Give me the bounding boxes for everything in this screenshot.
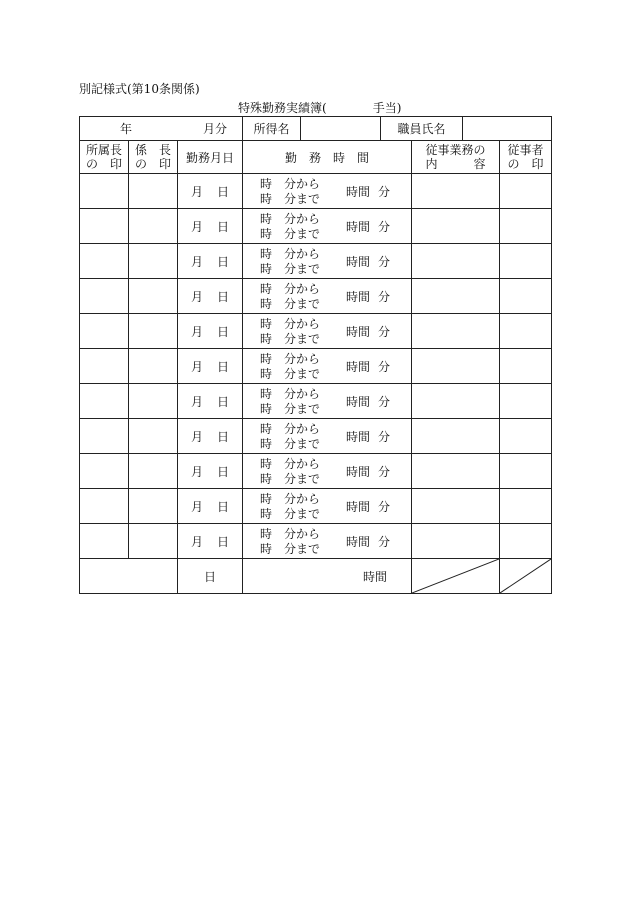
- column-header-row: [80, 141, 552, 174]
- day-unit: 日: [217, 254, 230, 269]
- work-time-cell[interactable]: [243, 454, 412, 489]
- work-time-cell[interactable]: [243, 209, 412, 244]
- minutes-unit: 分: [378, 500, 391, 514]
- hour-unit: 時: [260, 247, 273, 261]
- hour-unit: 時: [260, 192, 273, 206]
- minutes-unit: 分: [378, 465, 391, 479]
- total-seal-cell[interactable]: [80, 559, 178, 594]
- month-unit: 月: [190, 464, 203, 479]
- duty-content-cell[interactable]: [412, 314, 500, 349]
- staff-seal-cell[interactable]: [129, 349, 178, 384]
- work-time-cell[interactable]: [243, 524, 412, 559]
- total-row: [80, 559, 552, 594]
- table-row: [80, 489, 552, 524]
- to-unit: 分まで: [284, 437, 321, 451]
- work-date-cell[interactable]: [178, 174, 243, 209]
- work-time-cell[interactable]: [243, 244, 412, 279]
- hours-unit: 時間: [346, 360, 371, 374]
- worker-seal-cell[interactable]: [500, 349, 552, 384]
- from-unit: 分から: [284, 527, 321, 541]
- table-row: [80, 524, 552, 559]
- duty-content-cell[interactable]: [412, 209, 500, 244]
- work-time-cell[interactable]: [243, 489, 412, 524]
- from-unit: 分から: [284, 352, 321, 366]
- work-time-cell[interactable]: [243, 279, 412, 314]
- duty-content-cell[interactable]: [412, 489, 500, 524]
- hours-unit: 時間: [346, 500, 371, 514]
- form-label: 別記様式(第10条関係): [79, 82, 200, 96]
- staff-seal-cell[interactable]: [129, 279, 178, 314]
- worker-seal-cell[interactable]: [500, 244, 552, 279]
- worker-seal-cell[interactable]: [500, 314, 552, 349]
- work-date-cell[interactable]: [178, 314, 243, 349]
- hour-unit: 時: [260, 472, 273, 486]
- year-month-cell[interactable]: [80, 117, 243, 141]
- from-unit: 分から: [284, 247, 321, 261]
- hour-unit: 時: [260, 332, 273, 346]
- worker-seal-cell[interactable]: [500, 524, 552, 559]
- hour-unit: 時: [260, 507, 273, 521]
- day-unit: 日: [217, 534, 230, 549]
- total-hours: 時間: [243, 559, 412, 594]
- header-table: [79, 116, 552, 141]
- hour-unit: 時: [260, 282, 273, 296]
- hour-unit: 時: [260, 297, 273, 311]
- work-date-cell[interactable]: [178, 244, 243, 279]
- month-unit: 月: [190, 534, 203, 549]
- day-unit: 日: [217, 464, 230, 479]
- day-unit: 日: [217, 219, 230, 234]
- office-field[interactable]: [301, 117, 381, 141]
- worker-seal-cell[interactable]: [500, 419, 552, 454]
- table-row: [80, 174, 552, 209]
- total-seal-crossed: [500, 559, 552, 594]
- chief-seal-header: 所属長 の 印: [80, 141, 129, 174]
- hour-unit: 時: [260, 437, 273, 451]
- month-unit: 月: [190, 184, 203, 199]
- to-unit: 分まで: [284, 507, 321, 521]
- work-date-cell[interactable]: [178, 349, 243, 384]
- work-date-header: 勤務月日: [178, 141, 243, 174]
- total-days: 日: [178, 559, 243, 594]
- work-time-cell[interactable]: [243, 174, 412, 209]
- from-unit: 分から: [284, 387, 321, 401]
- chief-seal-cell[interactable]: [80, 419, 129, 454]
- chief-seal-cell[interactable]: [80, 384, 129, 419]
- month-unit: 月: [190, 254, 203, 269]
- table-row: [80, 454, 552, 489]
- chief-seal-cell[interactable]: [80, 454, 129, 489]
- work-date-cell[interactable]: [178, 524, 243, 559]
- hours-unit: 時間: [346, 465, 371, 479]
- hour-unit: 時: [260, 227, 273, 241]
- minutes-unit: 分: [378, 430, 391, 444]
- to-unit: 分まで: [284, 472, 321, 486]
- minutes-unit: 分: [378, 185, 391, 199]
- staff-seal-cell[interactable]: [129, 314, 178, 349]
- minutes-unit: 分: [378, 220, 391, 234]
- work-time-cell[interactable]: [243, 384, 412, 419]
- duty-content-cell[interactable]: [412, 384, 500, 419]
- table-row: [80, 209, 552, 244]
- table-row: [80, 244, 552, 279]
- hour-unit: 時: [260, 367, 273, 381]
- to-unit: 分まで: [284, 262, 321, 276]
- day-unit: 日: [217, 184, 230, 199]
- day-unit: 日: [217, 499, 230, 514]
- office-label: 所得名: [243, 117, 301, 141]
- day-unit: 日: [217, 289, 230, 304]
- duty-content-cell[interactable]: [412, 419, 500, 454]
- chief-seal-cell[interactable]: [80, 244, 129, 279]
- hour-unit: 時: [260, 492, 273, 506]
- to-unit: 分まで: [284, 332, 321, 346]
- month-unit: 月: [190, 324, 203, 339]
- table-row: [80, 384, 552, 419]
- table-row: [80, 419, 552, 454]
- work-time-cell[interactable]: [243, 419, 412, 454]
- staff-seal-cell[interactable]: [129, 174, 178, 209]
- minutes-unit: 分: [378, 290, 391, 304]
- worker-seal-cell[interactable]: [500, 384, 552, 419]
- hours-unit: 時間: [346, 255, 371, 269]
- minutes-unit: 分: [378, 325, 391, 339]
- total-duty-crossed: [412, 559, 500, 594]
- duty-content-header: 従事業務の 内 容: [412, 141, 500, 174]
- minutes-unit: 分: [378, 255, 391, 269]
- month-unit: 月: [190, 359, 203, 374]
- worker-seal-cell[interactable]: [500, 209, 552, 244]
- month-unit: 月: [190, 394, 203, 409]
- chief-seal-cell[interactable]: [80, 314, 129, 349]
- title-prefix: 特殊勤務実績簿(: [238, 101, 327, 115]
- work-time-cell[interactable]: [243, 314, 412, 349]
- staff-name-label: 職員氏名: [381, 117, 463, 141]
- hours-unit: 時間: [346, 185, 371, 199]
- hour-unit: 時: [260, 422, 273, 436]
- from-unit: 分から: [284, 212, 321, 226]
- chief-seal-cell[interactable]: [80, 209, 129, 244]
- hours-unit: 時間: [346, 430, 371, 444]
- hour-unit: 時: [260, 317, 273, 331]
- table-row: [80, 314, 552, 349]
- work-date-cell[interactable]: [178, 419, 243, 454]
- duty-content-cell[interactable]: [412, 349, 500, 384]
- from-unit: 分から: [284, 457, 321, 471]
- chief-seal-cell[interactable]: [80, 524, 129, 559]
- month-unit: 月: [190, 219, 203, 234]
- staff-seal-cell[interactable]: [129, 454, 178, 489]
- staff-seal-header: 係 長 の 印: [129, 141, 178, 174]
- worker-seal-cell[interactable]: [500, 454, 552, 489]
- staff-seal-cell[interactable]: [129, 244, 178, 279]
- staff-seal-cell[interactable]: [129, 384, 178, 419]
- duty-content-cell[interactable]: [412, 279, 500, 314]
- duty-content-cell[interactable]: [412, 244, 500, 279]
- worker-seal-header: 従事者 の 印: [500, 141, 552, 174]
- minutes-unit: 分: [378, 395, 391, 409]
- work-time-header: 勤 務 時 間: [243, 141, 412, 174]
- chief-seal-cell[interactable]: [80, 489, 129, 524]
- chief-seal-cell[interactable]: [80, 279, 129, 314]
- hours-unit: 時間: [346, 220, 371, 234]
- month-unit: 月: [190, 429, 203, 444]
- chief-seal-cell[interactable]: [80, 174, 129, 209]
- to-unit: 分まで: [284, 402, 321, 416]
- record-table: [79, 140, 552, 594]
- document-title: [238, 99, 401, 116]
- month-unit: 月: [190, 289, 203, 304]
- day-unit: 日: [217, 359, 230, 374]
- day-unit: 日: [217, 324, 230, 339]
- minutes-unit: 分: [378, 360, 391, 374]
- day-unit: 日: [217, 394, 230, 409]
- to-unit: 分まで: [284, 192, 321, 206]
- from-unit: 分から: [284, 177, 321, 191]
- from-unit: 分から: [284, 282, 321, 296]
- chief-seal-cell[interactable]: [80, 349, 129, 384]
- minutes-unit: 分: [378, 535, 391, 549]
- work-date-cell[interactable]: [178, 384, 243, 419]
- hour-unit: 時: [260, 387, 273, 401]
- work-date-cell[interactable]: [178, 209, 243, 244]
- month-label: 月分: [202, 122, 227, 136]
- staff-seal-cell[interactable]: [129, 419, 178, 454]
- hour-unit: 時: [260, 352, 273, 366]
- hours-unit: 時間: [346, 395, 371, 409]
- hour-unit: 時: [260, 402, 273, 416]
- hours-unit: 時間: [346, 325, 371, 339]
- hour-unit: 時: [260, 527, 273, 541]
- duty-content-cell[interactable]: [412, 524, 500, 559]
- hour-unit: 時: [260, 177, 273, 191]
- staff-seal-cell[interactable]: [129, 209, 178, 244]
- worker-seal-cell[interactable]: [500, 174, 552, 209]
- work-date-cell[interactable]: [178, 489, 243, 524]
- staff-seal-cell[interactable]: [129, 489, 178, 524]
- staff-name-field[interactable]: [463, 117, 552, 141]
- to-unit: 分まで: [284, 542, 321, 556]
- table-row: [80, 349, 552, 384]
- hours-unit: 時間: [346, 535, 371, 549]
- worker-seal-cell[interactable]: [500, 489, 552, 524]
- year-label: 年: [120, 122, 133, 136]
- month-unit: 月: [190, 499, 203, 514]
- from-unit: 分から: [284, 317, 321, 331]
- work-date-cell[interactable]: [178, 279, 243, 314]
- to-unit: 分まで: [284, 227, 321, 241]
- hour-unit: 時: [260, 457, 273, 471]
- staff-seal-cell[interactable]: [129, 524, 178, 559]
- table-row: [80, 279, 552, 314]
- title-suffix: 手当): [372, 101, 402, 115]
- hour-unit: 時: [260, 262, 273, 276]
- hours-unit: 時間: [346, 290, 371, 304]
- from-unit: 分から: [284, 422, 321, 436]
- work-date-cell[interactable]: [178, 454, 243, 489]
- day-unit: 日: [217, 429, 230, 444]
- duty-content-cell[interactable]: [412, 454, 500, 489]
- to-unit: 分まで: [284, 297, 321, 311]
- duty-content-cell[interactable]: [412, 174, 500, 209]
- hour-unit: 時: [260, 212, 273, 226]
- hour-unit: 時: [260, 542, 273, 556]
- work-time-cell[interactable]: [243, 349, 412, 384]
- worker-seal-cell[interactable]: [500, 279, 552, 314]
- to-unit: 分まで: [284, 367, 321, 381]
- from-unit: 分から: [284, 492, 321, 506]
